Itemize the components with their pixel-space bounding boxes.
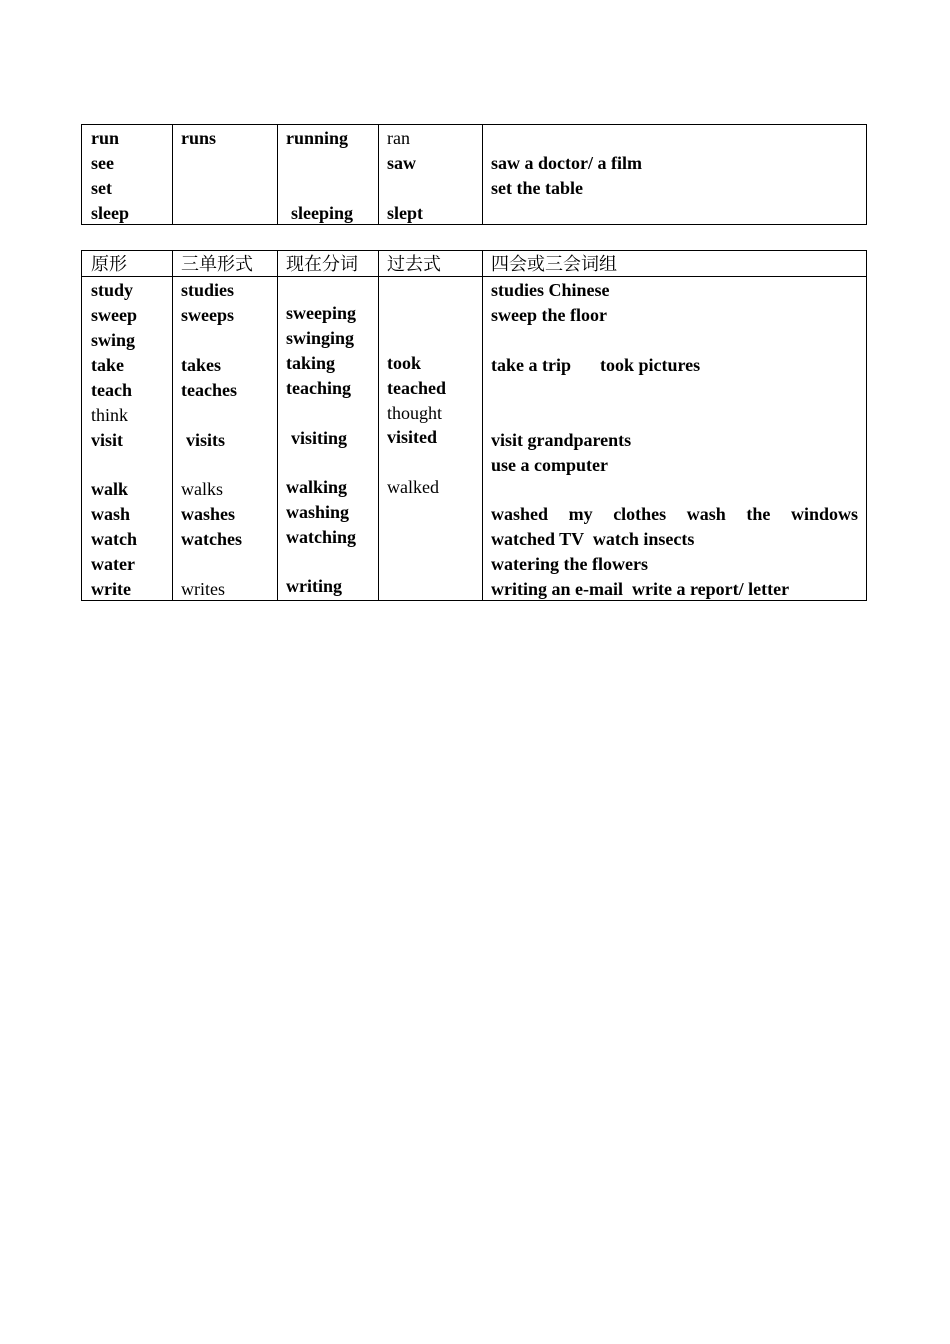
cell-present-participle: running [286, 128, 349, 148]
cell-past: visited [387, 427, 438, 447]
cell-phrase: watering the flowers [491, 554, 648, 574]
verb-table-top [81, 124, 867, 225]
cell-past: thought [387, 403, 443, 423]
cell-past: ran [387, 128, 410, 148]
column-divider [277, 125, 278, 224]
cell-base: walk [91, 479, 129, 499]
cell-phrase: visit grandparents [491, 430, 632, 450]
cell-base: water [91, 554, 135, 574]
cell-base: take [91, 355, 124, 375]
cell-base: swing [91, 330, 136, 350]
cell-base: set [91, 178, 112, 198]
cell-phrase: washed my clothes wash the windows [491, 504, 858, 524]
column-divider [172, 251, 173, 600]
cell-present-participle: visiting [291, 428, 348, 448]
cell-base: sweep [91, 305, 137, 325]
header-phrases: 四会或三会词组 [491, 254, 617, 275]
column-divider [482, 125, 483, 224]
cell-phrase: writing an e-mail write a report/ letter [491, 579, 790, 599]
cell-third-person: washes [181, 504, 236, 524]
cell-third-person: writes [181, 579, 225, 599]
cell-phrase: sweep the floor [491, 305, 607, 325]
column-divider [277, 251, 278, 600]
cell-past: saw [387, 153, 417, 173]
cell-present-participle: sleeping [291, 203, 354, 223]
cell-phrase: set the table [491, 178, 583, 198]
cell-phrase: saw a doctor/ a film [491, 153, 642, 173]
cell-phrase: take a trip [491, 355, 571, 375]
cell-past: teached [387, 378, 446, 398]
cell-base: see [91, 153, 114, 173]
cell-past: walked [387, 477, 439, 497]
column-divider [482, 251, 483, 600]
cell-present-participle: swinging [286, 328, 355, 348]
cell-third-person: runs [181, 128, 217, 148]
cell-base: sleep [91, 203, 129, 223]
cell-phrase: took pictures [600, 355, 701, 375]
cell-phrase: watched TV watch insects [491, 529, 695, 549]
column-divider [378, 251, 379, 600]
cell-past: slept [387, 203, 423, 223]
cell-base: watch [91, 529, 137, 549]
header-base-form: 原形 [91, 254, 127, 275]
cell-base: think [91, 405, 129, 425]
cell-present-participle: writing [286, 576, 342, 596]
column-divider [172, 125, 173, 224]
cell-base: study [91, 280, 134, 300]
cell-present-participle: walking [286, 477, 348, 497]
cell-base: wash [91, 504, 131, 524]
cell-base: visit [91, 430, 124, 450]
cell-third-person: visits [186, 430, 226, 450]
cell-present-participle: taking [286, 353, 336, 373]
cell-third-person: teaches [181, 380, 237, 400]
cell-present-participle: watching [286, 527, 357, 547]
verb-table-main [81, 250, 867, 601]
cell-base: write [91, 579, 131, 599]
header-third-person: 三单形式 [181, 254, 253, 275]
cell-present-participle: teaching [286, 378, 351, 398]
cell-phrase: studies Chinese [491, 280, 610, 300]
cell-third-person: walks [181, 479, 223, 499]
cell-third-person: sweeps [181, 305, 234, 325]
cell-present-participle: sweeping [286, 303, 357, 323]
cell-phrase: use a computer [491, 455, 608, 475]
header-past-tense: 过去式 [387, 254, 441, 275]
column-divider [378, 125, 379, 224]
cell-third-person: watches [181, 529, 242, 549]
cell-third-person: takes [181, 355, 221, 375]
cell-present-participle: washing [286, 502, 350, 522]
cell-past: took [387, 353, 422, 373]
header-present-participle: 现在分词 [286, 254, 358, 275]
cell-base: run [91, 128, 120, 148]
cell-third-person: studies [181, 280, 235, 300]
cell-base: teach [91, 380, 132, 400]
